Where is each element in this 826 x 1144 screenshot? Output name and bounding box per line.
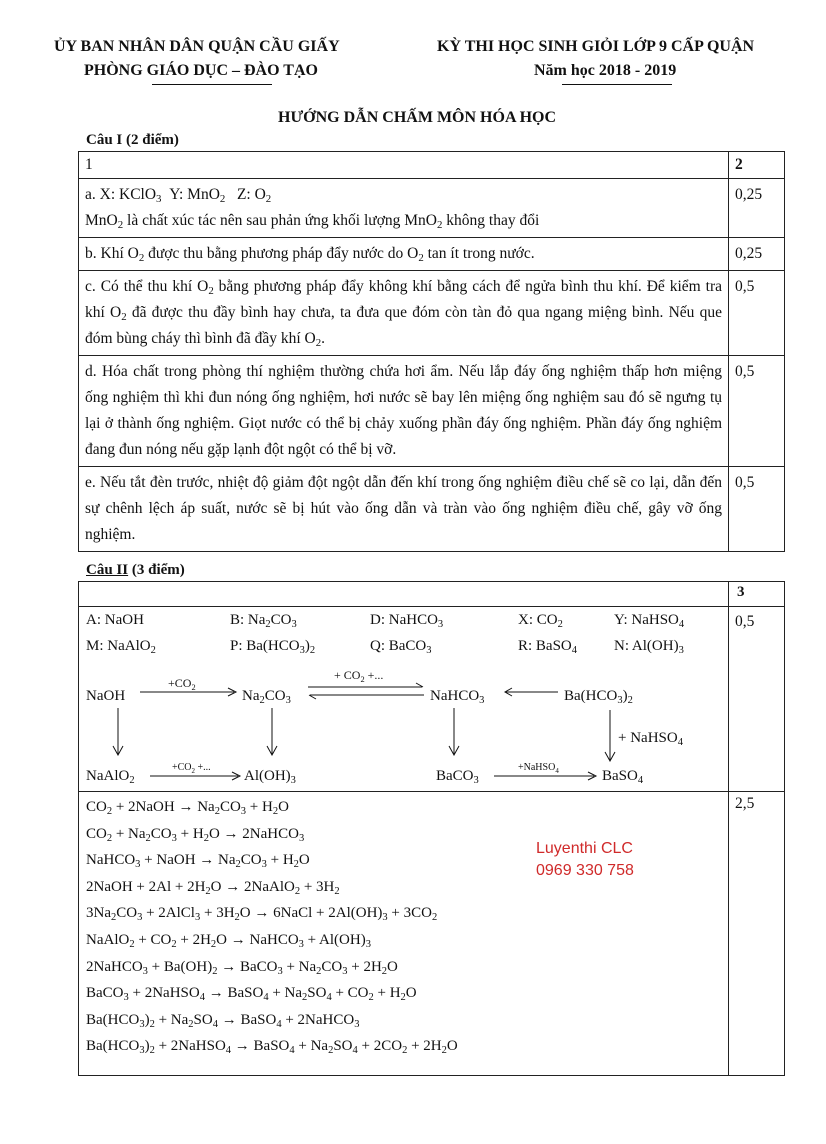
- score-b: 0,25: [729, 238, 785, 271]
- scheme-na2co3: $Na_2CO_3$: [242, 688, 291, 706]
- arrow-label-co2: $+CO_2$: [168, 676, 196, 692]
- equation-3: NaHCO$_3$ + NaOH → $Na_2CO_3 + H_2O$: [86, 852, 310, 871]
- exam-title: KỲ THI HỌC SINH GIỎI LỚP 9 CẤP QUẬN: [437, 38, 755, 55]
- department-name: PHÒNG GIÁO DỤC – ĐÀO TẠO: [84, 62, 318, 79]
- key-Y: Y: NaHSO$_4$: [614, 612, 685, 630]
- arrow-baHCO3-nahco3: [504, 686, 558, 698]
- equation-8: BaCO$_3$ + 2NaHSO$_4$ → BaSO$_4$ + $Na_2SO_4 + CO_2 + H_2O$: [86, 985, 417, 1004]
- key-P: P: $Ba(HCO_3)_2$: [230, 638, 316, 656]
- watermark-line1: Luyenthi CLC: [536, 840, 633, 857]
- arrow-label-plus-nahso4: + NaHSO$_4$: [618, 730, 683, 748]
- agency-name: ỦY BAN NHÂN DÂN QUẬN CẦU GIẤY: [54, 38, 340, 55]
- equation-9: $Ba(HCO_3)_2 + Na_2SO_4$ → BaSO$_4$ + 2NaHCO$_3$: [86, 1011, 360, 1030]
- doc-title: HƯỚNG DẪN CHẤM MÔN HÓA HỌC: [278, 109, 557, 126]
- arrow-down-naoh: [112, 708, 124, 756]
- scheme-naoh: NaOH: [86, 688, 126, 704]
- watermark-line2: 0969 330 758: [536, 862, 634, 879]
- score-2-top: 0,5: [735, 613, 755, 630]
- score-2-bottom: 2,5: [735, 795, 755, 812]
- answer-text-e: e. Nếu tắt đèn trước, nhiệt độ giảm đột ngột dẫn đến khí trong ống nghiệm điều chế sẽ co lại, dẫn đến sự chênh lệch áp suất, nước sẽ bị hút vào ống dẫn và tràn vào ống nghiệm điều chế, gây vỡ ống nghiệm.: [79, 467, 729, 552]
- table-header-row: [79, 152, 785, 179]
- score-a: 0,25: [729, 179, 785, 238]
- key-A: A: NaOH: [86, 612, 144, 628]
- answer-row-b: [79, 238, 785, 271]
- col-header-1: 1: [79, 152, 729, 179]
- answer-table-1: [78, 151, 785, 552]
- equation-6: NaAlO$_2$ + $CO_2 + 2H_2O$ → NaHCO$_3$ + $Al(OH)_3$: [86, 931, 371, 950]
- key-D: D: NaHCO$_3$: [370, 612, 444, 630]
- equation-5: $3Na_2CO_3$ + 2AlCl$_3$ + $3H_2O$ → 6NaCl + $2Al(OH)_3 + 3CO_2$: [86, 905, 438, 924]
- scheme-baHCO3: $Ba(HCO_3)_2$: [564, 688, 633, 706]
- arrow-label-co2-small: $+CO_2$ +...: [172, 762, 211, 775]
- col-header-3: 3: [737, 584, 745, 600]
- answer-text-d: d. Hóa chất trong phòng thí nghiệm thường chứa hơi ẩm. Nếu lắp đáy ống nghiệm thấp hơn miệng ống nghiệm thì khi đun nóng ống nghiệm, hơi nước sẽ bay lên miệng ống nghiệm sau đó sẽ ngưng tụ lại ở thành ống nghiệm. Giọt nước có thể bị chảy xuống phần đáy ống nghiệm. Phần đáy ống nghiệm đang đun nóng nếu gặp lạnh đột ngột có thể bị vỡ.: [79, 356, 729, 467]
- answer-row-c: [79, 271, 785, 356]
- table-2-divider-vertical: [728, 581, 729, 1076]
- score-e: 0,5: [729, 467, 785, 552]
- arrow-down-nahco3: [448, 708, 460, 756]
- answer-text-b: b. Khí $O_2$ được thu bằng phương pháp đẩy nước do $O_2$ tan ít trong nước.: [79, 238, 729, 271]
- scheme-aloh3: $Al(OH)_3$: [244, 768, 296, 786]
- scheme-naalo2: NaAlO$_2$: [86, 768, 135, 786]
- equation-1: $CO_2$ + 2NaOH → $Na_2CO_3 + H_2O$: [86, 799, 289, 817]
- score-c: 0,5: [729, 271, 785, 356]
- arrow-label-co2-plus: + $CO_2$ +...: [334, 668, 384, 684]
- key-Q: Q: BaCO$_3$: [370, 638, 432, 656]
- arrow-label-nahso4-small: +NaHSO$_4$: [518, 762, 559, 775]
- watermark: [536, 838, 634, 882]
- section-heading-2: Câu II (3 điểm): [86, 562, 185, 578]
- section-heading-1: Câu I (2 điểm): [86, 132, 179, 148]
- school-year: Năm học 2018 - 2019: [534, 62, 677, 79]
- answer-row-e: [79, 467, 785, 552]
- equation-10: $Ba(HCO_3)_2$ + 2NaHSO$_4$ → BaSO$_4$ + $Na_2SO_4 + 2CO_2 + 2H_2O$: [86, 1038, 458, 1057]
- key-X: X: $CO_2$: [518, 612, 563, 630]
- arrow-down-na2co3: [266, 708, 278, 756]
- answer-row-a: [79, 179, 785, 238]
- table-2-mid-line: [78, 791, 785, 792]
- equation-4: 2NaOH + $2Al + 2H_2O$ → 2NaAlO$_2$ + $3H_2$: [86, 878, 340, 897]
- arrow-baco3-baso4: [494, 770, 598, 782]
- equation-2: $CO_2 + Na_2CO_3 + H_2O$ → 2NaHCO$_3$: [86, 825, 305, 844]
- key-B: B: $Na_2CO_3$: [230, 612, 297, 630]
- scheme-nahco3: NaHCO$_3$: [430, 688, 485, 706]
- equation-list: [86, 794, 458, 1060]
- col-header-2: 2: [729, 152, 785, 179]
- arrow-down-baHCO3: [604, 710, 616, 762]
- answer-text-a: a. X: KClO$_3$ Y: MnO$_2$ Z: $O_2$ MnO$_2$ là chất xúc tác nên sau phản ứng khối lượng MnO$_2$ không thay đổi: [79, 179, 729, 238]
- key-R: R: BaSO$_4$: [518, 638, 578, 656]
- double-arrow-na2co3-nahco3: [308, 682, 424, 702]
- header-underline-left: [152, 84, 272, 85]
- header-underline-right: [562, 84, 672, 85]
- answer-row-d: [79, 356, 785, 467]
- key-M: M: NaAlO$_2$: [86, 638, 156, 656]
- table-2-header-line: [78, 606, 785, 607]
- equation-7: 2NaHCO$_3$ + $Ba(OH)_2$ → BaCO$_3$ + $Na_2CO_3 + 2H_2O$: [86, 958, 398, 977]
- answer-text-c: c. Có thể thu khí $O_2$ bằng phương pháp đẩy không khí bằng cách để ngửa bình thu khí. Để kiểm tra khí $O_2$ đã được thu đầy bình hay chưa, ta đưa que đóm còn tàn đỏ qua ngang miệng bình. Nếu que đóm bùng cháy thì bình đã đầy khí $O_2$.: [79, 271, 729, 356]
- scheme-baco3: BaCO$_3$: [436, 768, 479, 786]
- score-d: 0,5: [729, 356, 785, 467]
- arrow-naalo2-aloh3: [150, 770, 242, 782]
- arrow-naoh-na2co3: [140, 686, 240, 698]
- scheme-baso4: BaSO$_4$: [602, 768, 644, 786]
- key-N: N: $Al(OH)_3$: [614, 638, 684, 656]
